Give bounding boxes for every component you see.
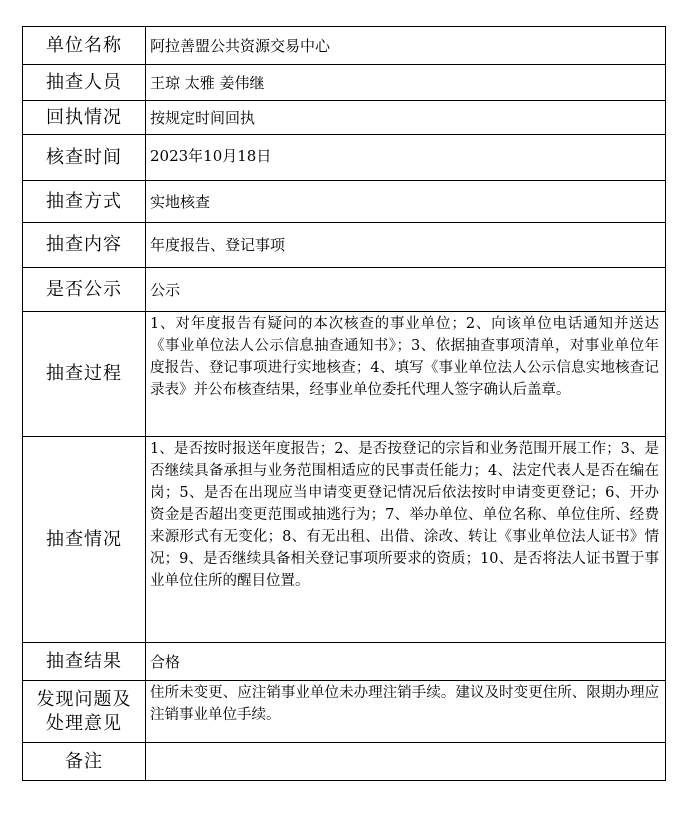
row-content (23, 223, 666, 268)
inspection-record-table (22, 26, 666, 781)
row-result (23, 643, 666, 681)
row-publicity (23, 268, 666, 312)
method-value: 实地核查 (146, 181, 666, 223)
row-situation (23, 437, 666, 643)
unit-name-value: 阿拉善盟公共资源交易中心 (146, 27, 666, 65)
result-label: 抽查结果 (23, 643, 146, 681)
inspectors-label: 抽查人员 (23, 65, 146, 101)
remarks-value (146, 743, 666, 781)
row-issues (23, 681, 666, 743)
check-time-value: 2023年10月18日 (146, 135, 666, 181)
issues-label (23, 681, 146, 743)
issues-value: 住所未变更、应注销事业单位未办理注销手续。建议及时变更住所、限期办理应注销事业单位手续。 (146, 681, 666, 743)
publicity-value: 公示 (146, 268, 666, 312)
receipt-value: 按规定时间回执 (146, 101, 666, 135)
row-remarks (23, 743, 666, 781)
row-method (23, 181, 666, 223)
unit-name-label: 单位名称 (23, 27, 146, 65)
situation-value: 1、是否按时报送年度报告；2、是否按登记的宗旨和业务范围开展工作；3、是否继续具备承担与业务范围相适应的民事责任能力；4、法定代表人是否在编在岗；5、是否在出现应当申请变更登记情况后依法按时申请变更登记；6、开办资金是否超出变更范围或抽逃行为；7、举办单位、单位名称、单位住所、经费来源形式有无变化；8、有无出租、出借、涂改、转让《事业单位法人证书》情况；9、是否继续具备相关登记事项所要求的资质；10、是否将法人证书置于事业单位住所的醒目位置。 (146, 437, 666, 643)
situation-label: 抽查情况 (23, 437, 146, 643)
issues-label-line1: 发现问题及 (36, 689, 132, 711)
row-unit-name (23, 27, 666, 65)
publicity-label: 是否公示 (23, 268, 146, 312)
content-label: 抽查内容 (23, 223, 146, 268)
inspectors-value: 王琼 太雅 姜伟继 (146, 65, 666, 101)
process-value: 1、对年度报告有疑问的本次核查的事业单位；2、向该单位电话通知并送达《事业单位法人公示信息抽查通知书》；3、依据抽查事项清单，对事业单位年度报告、登记事项进行实地核查；4、填写《事业单位法人公示信息实地核查记录表》并公布核查结果，经事业单位委托代理人签字确认后盖章。 (146, 312, 666, 437)
row-process (23, 312, 666, 437)
result-value: 合格 (146, 643, 666, 681)
content-value: 年度报告、登记事项 (146, 223, 666, 268)
process-label: 抽查过程 (23, 312, 146, 437)
row-check-time (23, 135, 666, 181)
row-inspectors (23, 65, 666, 101)
row-receipt (23, 101, 666, 135)
remarks-label: 备注 (23, 743, 146, 781)
receipt-label: 回执情况 (23, 101, 146, 135)
check-time-label: 核查时间 (23, 135, 146, 181)
issues-label-line2: 处理意见 (46, 712, 122, 734)
method-label: 抽查方式 (23, 181, 146, 223)
